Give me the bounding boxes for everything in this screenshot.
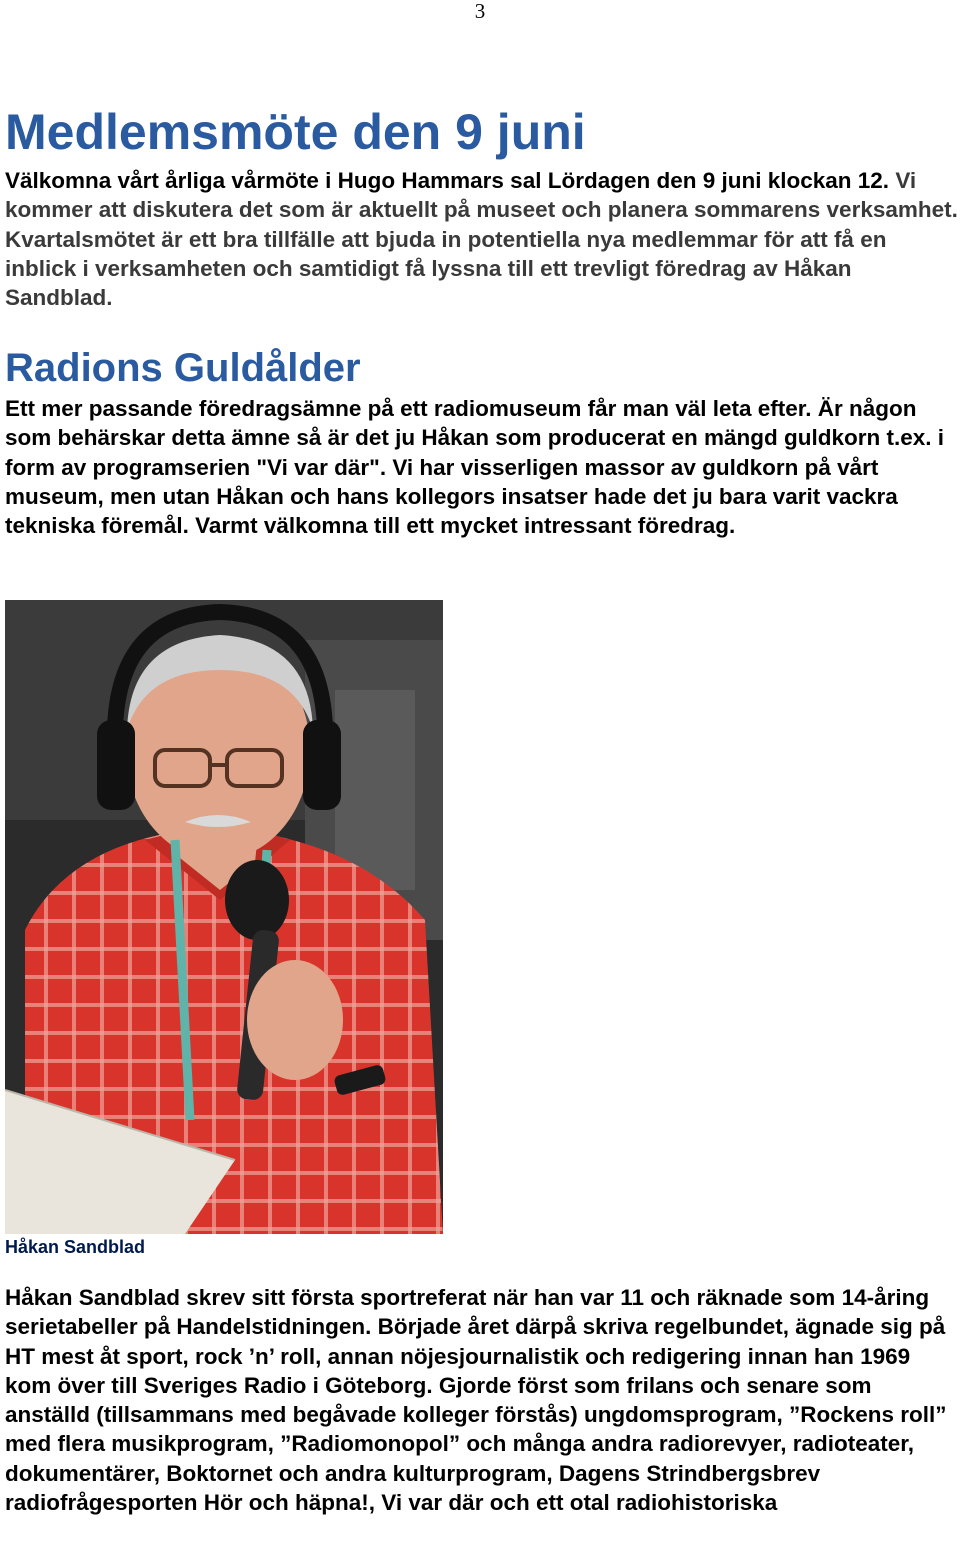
page-number: 3 xyxy=(474,0,486,23)
portrait-photo xyxy=(5,600,443,1234)
lecture-title: Radions Guldålder xyxy=(5,346,361,390)
meeting-paragraph-rest: Vi kommer att diskutera det som är aktuellt på museet och planera sommarens verksamhet. Kvartalsmötet är ett bra tillfälle att bjuda in potentiella nya medlemmar för att få en inblick i verksamheten och samtidigt få lyssna till ett trevligt föredrag av Håkan Sandblad. xyxy=(5,168,958,311)
bio-paragraph: Håkan Sandblad skrev sitt första sportreferat när han var 11 och räknade som 14-åring serietabeller på Handelstidningen. Började året därpå skriva regelbundet, ägnade sig på HT mest åt sport, rock ’n’ roll, annan nöjesjournalistik och redigering innan han 1969 kom över till Sveriges Radio i Göteborg. Gjorde först som frilans och senare som anställd (tillsammans med begåvade kolleger förstås) ungdomsprogram, ”Rockens roll” med flera musikprogram, ”Radiomonopol” och många andra radiorevyer, radioteater, dokumentärer, Boktornet och andra kulturprogram, Dagens Strindbergsbrev radiofrågesporten Hör och häpna!, Vi var där och ett otal radiohistoriska xyxy=(5,1285,947,1516)
meeting-paragraph xyxy=(5,166,960,312)
portrait-illustration xyxy=(5,600,443,1234)
photo-caption: Håkan Sandblad xyxy=(5,1237,146,1257)
lecture-paragraph: Ett mer passande föredragsämne på ett radiomuseum får man väl leta efter. Är någon som behärskar detta ämne så är det ju Håkan som producerat en mängd guldkorn t.ex. i form av programserien "Vi var där". Vi har visserligen massor av guldkorn på vårt museum, men utan Håkan och hans kollegors insatser hade det ju bara varit vackra tekniska föremål. Varmt välkomna till ett mycket intressant föredrag. xyxy=(5,396,945,539)
meeting-title: Medlemsmöte den 9 juni xyxy=(5,104,586,160)
meeting-paragraph-lead: Välkomna vårt årliga vårmöte i Hugo Hammars sal Lördagen den 9 juni klockan 12. xyxy=(5,168,890,193)
